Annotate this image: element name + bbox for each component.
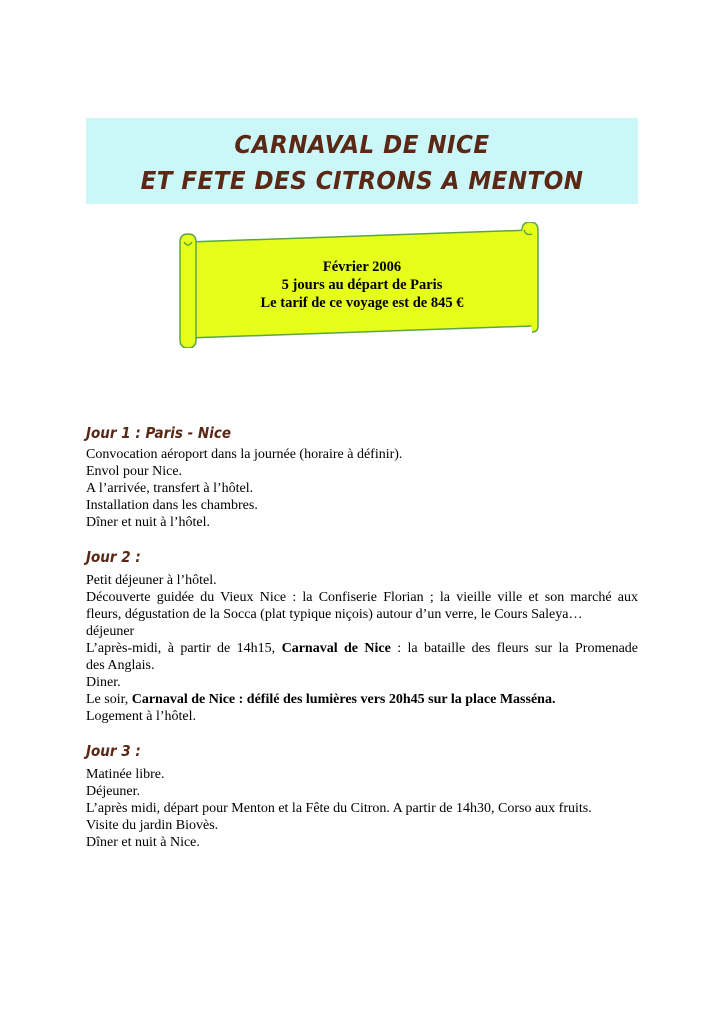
day2-text: L’après-midi, à partir de 14h15, xyxy=(86,641,282,656)
trip-duration: 5 jours au départ de Paris xyxy=(281,277,443,293)
day3-line: Visite du jardin Biovès. xyxy=(86,818,219,833)
day2-line: Diner. xyxy=(86,675,121,690)
day3-line: Matinée libre. xyxy=(86,767,165,782)
day1-line: Envol pour Nice. xyxy=(86,464,183,479)
day3-heading: Jour 3 : xyxy=(86,742,141,760)
day1-line: Dîner et nuit à l’hôtel. xyxy=(86,515,211,530)
day1-program xyxy=(86,446,638,531)
day2-line xyxy=(86,640,638,657)
day2-line: déjeuner xyxy=(86,624,135,639)
day2-text: : la bataille des fleurs sur la Promenade xyxy=(390,641,638,656)
title-banner xyxy=(86,118,638,204)
day2-program xyxy=(86,572,638,725)
day3-line: Déjeuner. xyxy=(86,784,141,799)
trip-date: Février 2006 xyxy=(322,259,402,275)
day2-line: des Anglais. xyxy=(86,658,155,673)
scroll-text xyxy=(206,258,518,312)
day2-line xyxy=(86,691,638,708)
title-line-2: ET FETE DES CITRONS A MENTON xyxy=(140,166,584,195)
day3-line: L’après midi, départ pour Menton et la Fête du Citron. A partir de 14h30, Corso aux fruits. xyxy=(86,801,592,816)
day2-line: fleurs, dégustation de la Socca (plat typique niçois) autour d’un verre, le Cours Saleya… xyxy=(86,607,583,622)
day2-text: Le soir, xyxy=(86,692,132,707)
day2-line: Petit déjeuner à l’hôtel. xyxy=(86,573,217,588)
day1-line: Convocation aéroport dans la journée (horaire à définir). xyxy=(86,447,403,462)
day3-program xyxy=(86,766,638,851)
title-line-1: CARNAVAL DE NICE xyxy=(234,130,490,159)
day1-line: A l’arrivée, transfert à l’hôtel. xyxy=(86,481,254,496)
price-scroll-banner xyxy=(176,222,542,348)
day2-line: Découverte guidée du Vieux Nice : la Confiserie Florian ; la vieille ville et son marché aux xyxy=(86,590,638,605)
day1-line: Installation dans les chambres. xyxy=(86,498,258,513)
day2-heading: Jour 2 : xyxy=(86,548,141,566)
day2-evening-highlight: Carnaval de Nice : défilé des lumières vers 20h45 sur la place Masséna. xyxy=(131,692,556,707)
trip-price: Le tarif de ce voyage est de 845 € xyxy=(260,295,464,311)
day2-carnaval-highlight: Carnaval de Nice xyxy=(281,641,391,656)
day2-line: Logement à l’hôtel. xyxy=(86,709,197,724)
day1-heading: Jour 1 : Paris - Nice xyxy=(86,424,232,442)
day3-line: Dîner et nuit à Nice. xyxy=(86,835,200,850)
